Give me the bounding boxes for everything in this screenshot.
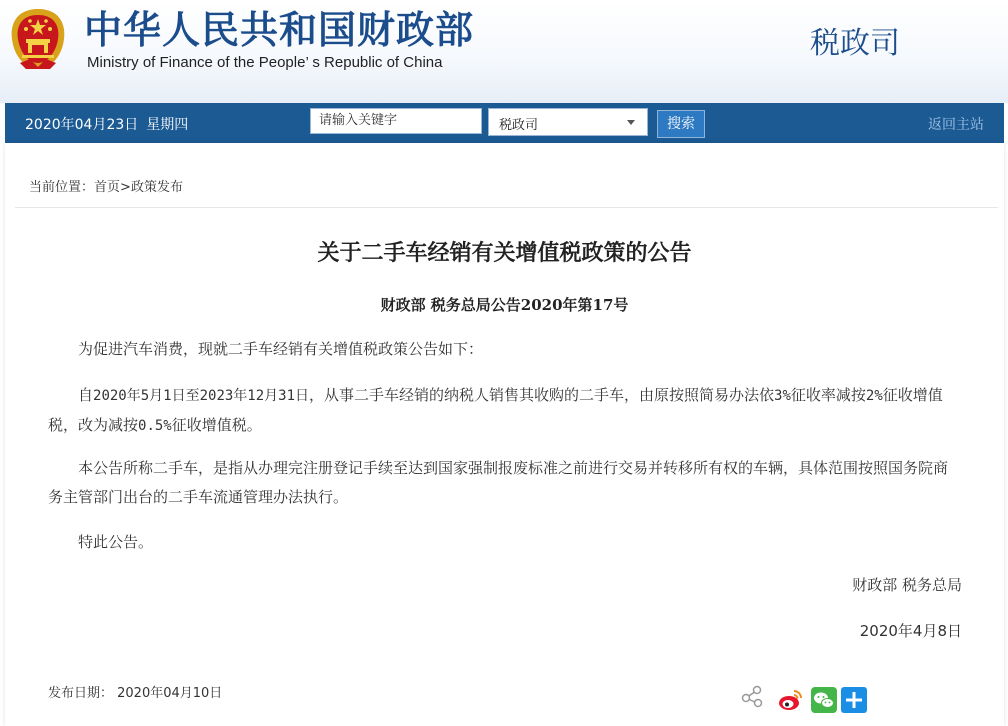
- article-title: 关于二手车经销有关增值税政策的公告: [317, 241, 692, 266]
- breadcrumb: [15, 167, 998, 208]
- policy-text: 征收率减按: [790, 386, 866, 404]
- article-container: [5, 143, 1004, 726]
- national-emblem-icon: [6, 5, 70, 73]
- department-select[interactable]: [488, 108, 648, 136]
- wechat-icon[interactable]: [811, 687, 837, 713]
- signature-organization: 财政部 税务总局: [852, 576, 962, 594]
- current-date: [25, 114, 196, 134]
- article-paragraph-policy: [48, 381, 961, 441]
- search-input[interactable]: [310, 108, 482, 134]
- breadcrumb-separator: >: [120, 180, 131, 195]
- breadcrumb-home-link[interactable]: 首页: [94, 180, 121, 195]
- policy-text: 征收增值税，改为减按: [48, 386, 943, 434]
- article-paragraph-intro: 为促进汽车消费，现就二手车经销有关增值税政策公告如下：: [78, 340, 484, 358]
- site-header: [0, 0, 1008, 103]
- chevron-down-icon: [627, 120, 635, 125]
- department-select-value: 税政司: [499, 118, 539, 133]
- policy-period: 2020年5月1日至2023年12月31日: [93, 388, 310, 404]
- policy-text: 自: [78, 386, 94, 404]
- weekday-text: 星期四: [146, 117, 189, 133]
- policy-rate-reduced: 2%: [865, 388, 883, 404]
- policy-rate-original: 3%: [774, 388, 791, 404]
- article-paragraph-definition: 本公告所称二手车，是指从办理完注册登记手续至达到国家强制报废标准之前进行交易并转移所有权的车辆，具体范围按照国务院商务主管部门出台的二手车流通管理办法执行。: [48, 459, 949, 506]
- department-name: 税政司: [810, 26, 900, 61]
- site-title-en: Ministry of Finance of the People’ s Republic of China: [87, 54, 443, 71]
- return-home-link[interactable]: 返回主站: [928, 117, 984, 133]
- search-button[interactable]: 搜索: [657, 110, 705, 138]
- policy-text: ，从事二手车经销的纳税人销售其收购的二手车，由原按照简易办法依: [309, 386, 775, 404]
- site-title-cn: 中华人民共和国财政部: [84, 8, 475, 52]
- document-number: 财政部 税务总局公告2020年第17号: [380, 296, 629, 314]
- navigation-bar: [5, 103, 1004, 143]
- weibo-icon[interactable]: [777, 687, 803, 713]
- date-text: 2020年04月23日: [25, 117, 139, 133]
- breadcrumb-section-link[interactable]: 政策发布: [130, 180, 183, 195]
- publish-date: 发布日期： 2020年04月10日: [48, 686, 223, 701]
- more-share-icon[interactable]: [841, 687, 867, 713]
- signature-date: 2020年4月8日: [859, 622, 962, 640]
- share-icon[interactable]: [739, 683, 765, 709]
- breadcrumb-label: 当前位置：: [29, 180, 95, 195]
- article-paragraph-closing: 特此公告。: [78, 533, 154, 551]
- policy-rate-new: 0.5%: [138, 418, 172, 434]
- policy-text: 征收增值税。: [171, 416, 262, 434]
